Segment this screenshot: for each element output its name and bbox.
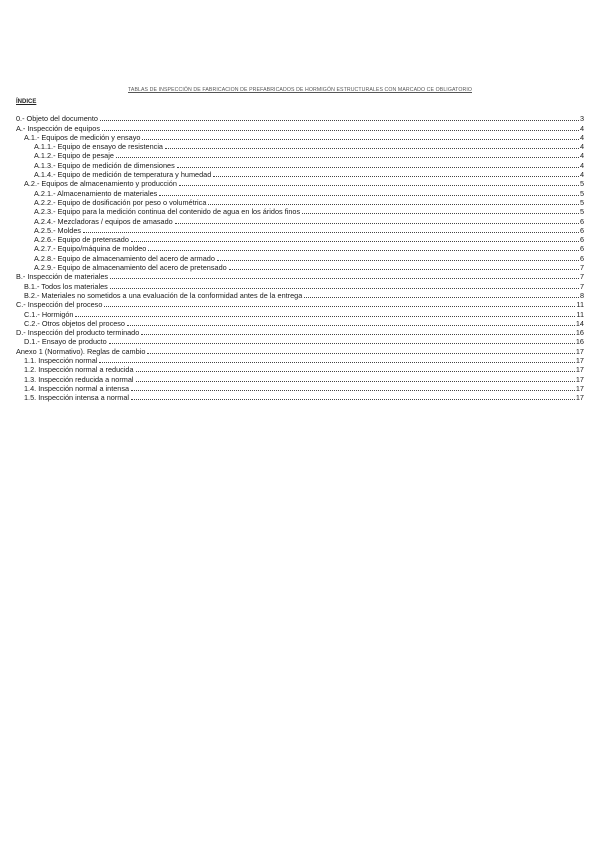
toc-entry-title: A.2.6.- Equipo de pretensado [34,235,129,245]
index-title: ÍNDICE [16,99,37,105]
toc-entry-title: D.1.- Ensayo de producto [24,337,107,347]
dot-leader [159,195,579,196]
dot-leader [142,139,579,140]
toc-entry[interactable] [16,235,584,244]
toc-entry-title: C.2.- Otros objetos del proceso [24,318,125,328]
toc-entry[interactable] [16,291,584,300]
toc-entry-page: 17 [575,365,584,375]
toc-entry[interactable] [16,179,584,188]
toc-entry[interactable] [16,263,584,272]
dot-leader [136,381,575,382]
dot-leader [136,371,575,372]
toc-entry[interactable] [16,393,584,402]
toc-entry-page: 5 [579,197,584,207]
toc-entry[interactable] [16,133,584,142]
toc-entry-title: A.1.1.- Equipo de ensayo de resistencia [34,142,163,152]
dot-leader [131,399,575,400]
dot-leader [179,185,579,186]
dot-leader [100,120,579,121]
toc-entry-page: 3 [579,114,584,124]
toc-entry[interactable] [16,142,584,151]
dot-leader [217,260,579,261]
toc-entry-page: 5 [579,207,584,217]
toc-entry-page: 11 [576,300,584,310]
toc-entry-page: 5 [579,188,584,198]
toc-entry-title: 1.3. Inspección reducida a normal [24,374,134,384]
table-of-contents [16,114,584,402]
toc-entry-page: 6 [579,216,584,226]
toc-entry-title: B.2.- Materiales no sometidos a una evaluación de la conformidad antes de la entrega [24,290,303,300]
dot-leader [131,241,579,242]
toc-entry-page: 4 [579,132,584,142]
dot-leader [110,278,579,279]
toc-entry[interactable] [16,170,584,179]
dot-leader [102,130,579,131]
toc-entry-page: 17 [575,346,584,356]
toc-entry-page: 6 [579,235,584,245]
toc-entry[interactable] [16,114,584,123]
toc-entry[interactable] [16,160,584,169]
dot-leader [213,176,579,177]
toc-entry[interactable] [16,281,584,290]
dot-leader [75,316,575,317]
toc-entry-title: A.1.3.- Equipo de medición de dimensiones [34,160,175,170]
toc-entry[interactable] [16,226,584,235]
toc-entry[interactable] [16,123,584,132]
toc-entry-title: 1.4. Inspección normal a intensa [24,383,130,393]
toc-entry-title: A.2.4.- Mezcladoras / equipos de amasado [34,216,173,226]
toc-entry[interactable] [16,337,584,346]
toc-entry[interactable] [16,272,584,281]
toc-entry-title: B.- Inspección de materiales [16,272,109,282]
toc-entry-page: 17 [575,383,584,393]
toc-entry-title: C.- Inspección del proceso [16,300,103,310]
toc-entry[interactable] [16,309,584,318]
toc-entry-title: A.2.- Equipos de almacenamiento y producción [24,179,177,189]
toc-entry[interactable] [16,384,584,393]
toc-entry[interactable] [16,365,584,374]
toc-entry-page: 14 [575,318,584,328]
toc-entry-page: 8 [579,290,584,300]
toc-entry-title: A.- Inspección de equipos [16,123,100,133]
document-header: TABLAS DE INSPECCIÓN DE FABRICACION DE PREFABRICADOS DE HORMIGÓN ESTRUCTURALES CON MARCADO CE OBLIGATORIO [128,87,472,93]
toc-entry[interactable] [16,374,584,383]
toc-entry-title: A.2.5.- Moldes [34,225,82,235]
dot-leader [141,334,575,335]
toc-entry-title: A.2.7.- Equipo/máquina de moldeo [34,244,147,254]
dot-leader [304,297,579,298]
toc-entry-page: 17 [575,374,584,384]
dot-leader [110,288,579,289]
toc-entry-title: A.1.2.- Equipo de pesaje [34,151,114,161]
toc-entry-title: A.2.1.- Almacenamiento de materiales [34,188,158,198]
dot-leader [131,390,575,391]
dot-leader [104,306,575,307]
toc-entry-page: 6 [579,244,584,254]
dot-leader [147,353,575,354]
toc-entry[interactable] [16,207,584,216]
toc-entry-title: A.2.2.- Equipo de dosificación por peso o volumétrica [34,197,207,207]
toc-entry-page: 5 [579,179,584,189]
toc-entry[interactable] [16,356,584,365]
dot-leader [109,343,575,344]
toc-entry-page: 7 [579,263,584,273]
toc-entry-page: 4 [579,160,584,170]
toc-entry[interactable] [16,319,584,328]
dot-leader [99,362,574,363]
toc-entry-title: 1.2. Inspección normal a reducida [24,365,134,375]
toc-entry-title: 1.5. Inspección intensa a normal [24,393,130,403]
toc-entry-page: 16 [575,328,584,338]
toc-entry[interactable] [16,198,584,207]
toc-entry-title: A.1.- Equipos de medición y ensayo [24,132,141,142]
toc-entry-title: 1.1. Inspección normal [24,356,98,366]
toc-entry-page: 6 [579,253,584,263]
toc-entry[interactable] [16,244,584,253]
toc-entry[interactable] [16,346,584,355]
toc-entry[interactable] [16,328,584,337]
toc-entry[interactable] [16,253,584,262]
toc-entry-page: 4 [579,123,584,133]
toc-entry-title: A.2.9.- Equipo de almacenamiento del acero de pretensado [34,263,227,273]
toc-entry-title: 0.- Objeto del documento [16,114,98,124]
toc-entry[interactable] [16,188,584,197]
toc-entry-title: A.2.3.- Equipo para la medición continua del contenido de agua en los áridos finos [34,207,301,217]
toc-entry-page: 17 [575,356,584,366]
toc-entry-page: 17 [575,393,584,403]
dot-leader [208,204,579,205]
dot-leader [177,167,579,168]
toc-entry-page: 4 [579,170,584,180]
toc-entry[interactable] [16,151,584,160]
toc-entry[interactable] [16,300,584,309]
dot-leader [116,157,579,158]
dot-leader [175,223,579,224]
toc-entry-title: C.1.- Hormigón [24,309,74,319]
toc-entry-page: 4 [579,151,584,161]
toc-entry-page: 4 [579,142,584,152]
dot-leader [165,148,579,149]
toc-entry-page: 11 [576,309,584,319]
toc-entry-title: D.- Inspección del producto terminado [16,328,140,338]
toc-entry-title: B.1.- Todos los materiales [24,281,108,291]
toc-entry-title: A.1.4.- Equipo de medición de temperatura y humedad [34,170,212,180]
toc-entry-page: 7 [579,281,584,291]
dot-leader [229,269,579,270]
dot-leader [127,325,575,326]
dot-leader [302,213,579,214]
dot-leader [83,232,579,233]
toc-entry-page: 6 [579,225,584,235]
dot-leader [148,250,579,251]
toc-entry-page: 16 [575,337,584,347]
toc-entry-title: A.2.8.- Equipo de almacenamiento del acero de armado [34,253,215,263]
toc-entry-page: 7 [579,272,584,282]
toc-entry-title: Anexo 1 (Normativo). Reglas de cambio [16,346,146,356]
toc-entry[interactable] [16,216,584,225]
